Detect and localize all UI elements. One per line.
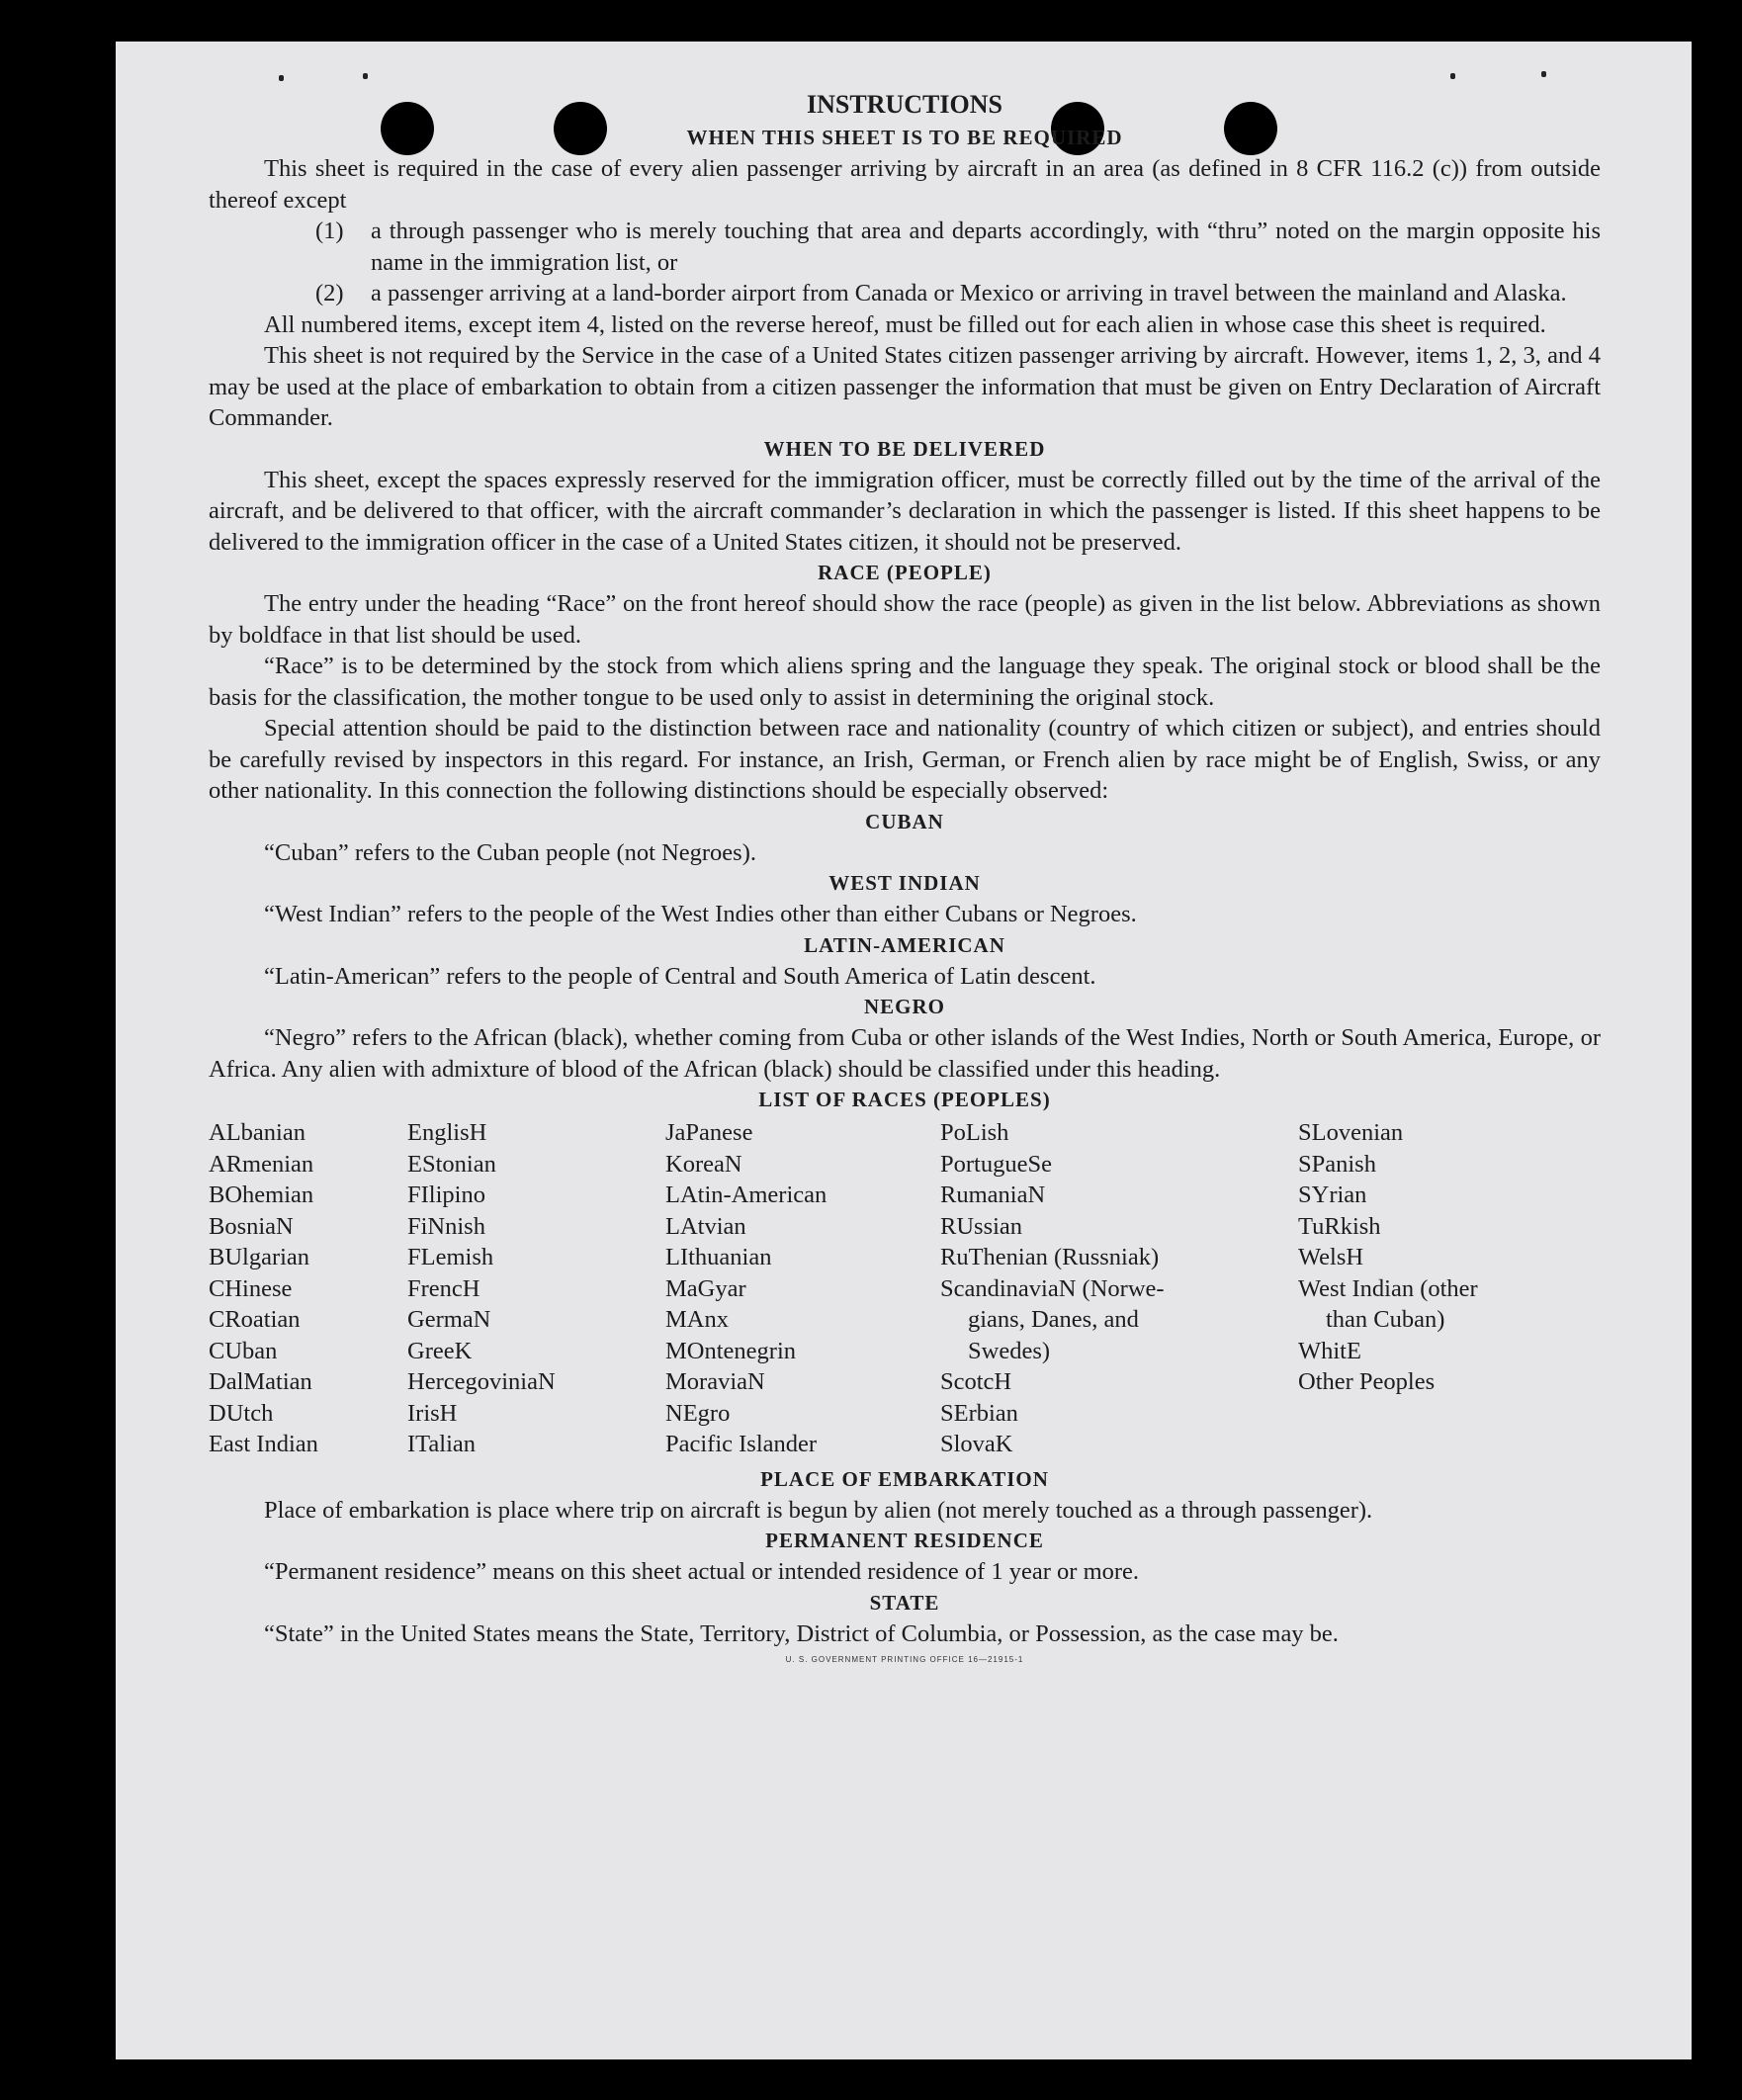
race-entry: ARmenian [209, 1150, 314, 1178]
race-entry: RuThenian (Russniak) [940, 1244, 1160, 1270]
race-entry: KoreaN [665, 1150, 742, 1178]
heading-cuban: CUBAN [865, 809, 944, 833]
paragraph-cuban: “Cuban” refers to the Cuban people (not Negroes). [264, 838, 756, 866]
page-title: INSTRUCTIONS [807, 90, 1002, 119]
heading-state: STATE [869, 1590, 940, 1615]
exception-item [209, 278, 1601, 309]
race-entry: LAtin-American [665, 1181, 827, 1208]
exception-text: a passenger arriving at a land-border airport from Canada or Mexico or arriving in travel between the mainland and Alaska. [371, 280, 1567, 306]
race-entry: BOhemian [209, 1181, 314, 1208]
speck-mark [1450, 73, 1455, 79]
race-entry: IrisH [407, 1399, 458, 1427]
race-entry: MAnx [665, 1306, 729, 1333]
heading-race: RACE (PEOPLE) [818, 561, 992, 584]
races-column [209, 1117, 407, 1460]
paragraph-race-entry: The entry under the heading “Race” on the front hereof should show the race (people) as given in the list below. Abbreviations as shown by boldface in that list should be used. [209, 590, 1601, 649]
races-list [209, 1117, 1601, 1460]
heading-negro: NEGRO [863, 995, 945, 1018]
paragraph-numbered-items: All numbered items, except item 4, listed on the reverse hereof, must be filled out for each alien in whose case this sheet is required. [264, 310, 1546, 338]
race-entry: HercegoviniaN [407, 1368, 556, 1395]
race-entry: CUban [209, 1337, 278, 1364]
race-entry: MaGyar [665, 1274, 746, 1302]
race-entry: SPanish [1298, 1150, 1376, 1178]
race-entry: FrencH [407, 1274, 480, 1302]
race-entry: BosniaN [209, 1212, 294, 1240]
speck-mark [1541, 71, 1546, 77]
race-entry: MOntenegrin [665, 1337, 796, 1364]
race-entry: SlovaK [940, 1431, 1013, 1457]
race-entry: than Cuban) [1326, 1306, 1445, 1333]
race-entry: DalMatian [209, 1368, 312, 1395]
exception-item [209, 216, 1601, 278]
race-entry: FiNnish [407, 1212, 485, 1240]
race-entry: ScotcH [940, 1368, 1012, 1395]
race-entry: PoLish [940, 1119, 1009, 1146]
paragraph-race-nationality: Special attention should be paid to the distinction between race and nationality (country of which citizen or subject), and entries should be carefully revised by inspectors in this regard. For instance, an Irish, German, or French alien by race might be of English, Swiss, or any other nationality. In this connection the following distinctions should be especially observed: [209, 715, 1601, 804]
paragraph-intro: This sheet is required in the case of every alien passenger arriving by aircraft in an area (as defined in 8 CFR 116.2 (c)) from outside thereof except [209, 155, 1601, 214]
printing-office-imprint: U. S. GOVERNMENT PRINTING OFFICE 16—21915-1 [785, 1655, 1024, 1664]
exception-number: (2) [315, 280, 344, 306]
races-column [665, 1117, 940, 1460]
paragraph-west-indian: “West Indian” refers to the people of the West Indies other than either Cubans or Negroes. [264, 901, 1137, 927]
race-entry: Other Peoples [1298, 1368, 1436, 1395]
race-entry: East Indian [209, 1431, 318, 1457]
race-entry: RumaniaN [940, 1181, 1046, 1208]
race-entry: EnglisH [407, 1119, 487, 1146]
document-page [116, 42, 1692, 2059]
race-entry: SLovenian [1298, 1119, 1404, 1146]
race-entry: GreeK [407, 1337, 473, 1364]
heading-latin-american: LATIN-AMERICAN [804, 932, 1005, 957]
paragraph-embarkation: Place of embarkation is place where trip on aircraft is begun by alien (not merely touched as a through passenger). [264, 1496, 1373, 1524]
paragraph-delivery: This sheet, except the spaces expressly reserved for the immigration officer, must be correctly filled out by the time of the arrival of the aircraft, and be delivered to that officer, with the aircraft commander’s declaration in which the passenger is listed. If this sheet happens to be delivered to the immigration officer in the case of a United States citizen, it should not be preserved. [209, 466, 1601, 556]
race-entry: RUssian [940, 1212, 1023, 1240]
races-column [407, 1117, 665, 1460]
heading-residence: PERMANENT RESIDENCE [765, 1529, 1044, 1552]
heading-west-indian: WEST INDIAN [828, 871, 981, 895]
race-entry: ScandinaviaN (Norwe- [940, 1274, 1165, 1302]
race-entry: WelsH [1298, 1244, 1364, 1270]
exception-number: (1) [315, 218, 344, 244]
races-column [1298, 1117, 1601, 1460]
paragraph-race-stock: “Race” is to be determined by the stock from which aliens spring and the language they speak. The original stock or blood shall be the basis for the classification, the mother tongue to be used only to assist in determining the original stock. [209, 653, 1601, 711]
heading-when-required: WHEN THIS SHEET IS TO BE REQUIRED [686, 126, 1123, 149]
heading-embarkation: PLACE OF EMBARKATION [760, 1466, 1049, 1491]
race-entry: FIlipino [407, 1181, 485, 1208]
race-entry: GermaN [407, 1306, 491, 1333]
instructions-content [209, 87, 1601, 1664]
speck-mark [279, 75, 284, 81]
paragraph-citizen: This sheet is not required by the Service in the case of a United States citizen passenger arriving by aircraft. However, items 1, 2, 3, and 4 may be used at the place of embarkation to obtain from a citizen passenger the information that must be given on Entry Declaration of Aircraft Commander. [209, 342, 1601, 431]
paragraph-latin-american: “Latin-American” refers to the people of Central and South America of Latin descent. [264, 962, 1096, 990]
race-entry: PortugueSe [940, 1150, 1052, 1178]
race-entry: TuRkish [1298, 1212, 1381, 1240]
paragraph-residence: “Permanent residence” means on this sheet actual or intended residence of 1 year or more. [264, 1558, 1140, 1585]
race-entry: SYrian [1298, 1181, 1367, 1208]
races-column [940, 1117, 1298, 1460]
heading-races-list: LIST OF RACES (PEOPLES) [758, 1088, 1051, 1111]
race-entry: gians, Danes, and [968, 1306, 1139, 1333]
race-entry: Swedes) [968, 1337, 1051, 1364]
heading-when-delivered: WHEN TO BE DELIVERED [763, 436, 1046, 461]
race-entry: West Indian (other [1298, 1274, 1478, 1302]
race-entry: SErbian [940, 1399, 1018, 1427]
race-entry: LIthuanian [665, 1244, 772, 1270]
race-entry: ALbanian [209, 1119, 305, 1146]
race-entry: EStonian [407, 1150, 496, 1178]
speck-mark [363, 73, 368, 79]
race-entry: FLemish [407, 1244, 494, 1270]
race-entry: CHinese [209, 1274, 293, 1302]
paragraph-state: “State” in the United States means the State, Territory, District of Columbia, or Possession, as the case may be. [264, 1619, 1339, 1647]
race-entry: WhitE [1298, 1337, 1361, 1364]
race-entry: Pacific Islander [665, 1431, 818, 1457]
race-entry: CRoatian [209, 1306, 301, 1333]
race-entry: MoraviaN [665, 1368, 765, 1395]
race-entry: ITalian [407, 1431, 477, 1457]
race-entry: BUlgarian [209, 1244, 310, 1270]
race-entry: DUtch [209, 1399, 274, 1427]
paragraph-negro: “Negro” refers to the African (black), whether coming from Cuba or other islands of the West Indies, North or South America, Europe, or Africa. Any alien with admixture of blood of the African (black) should be classified under this heading. [209, 1024, 1601, 1083]
race-entry: NEgro [665, 1399, 731, 1427]
exception-text: a through passenger who is merely touching that area and departs accordingly, with “thru” noted on the margin opposite his name in the immigration list, or [371, 218, 1601, 276]
race-entry: LAtvian [665, 1212, 746, 1240]
race-entry: JaPanese [665, 1119, 753, 1146]
